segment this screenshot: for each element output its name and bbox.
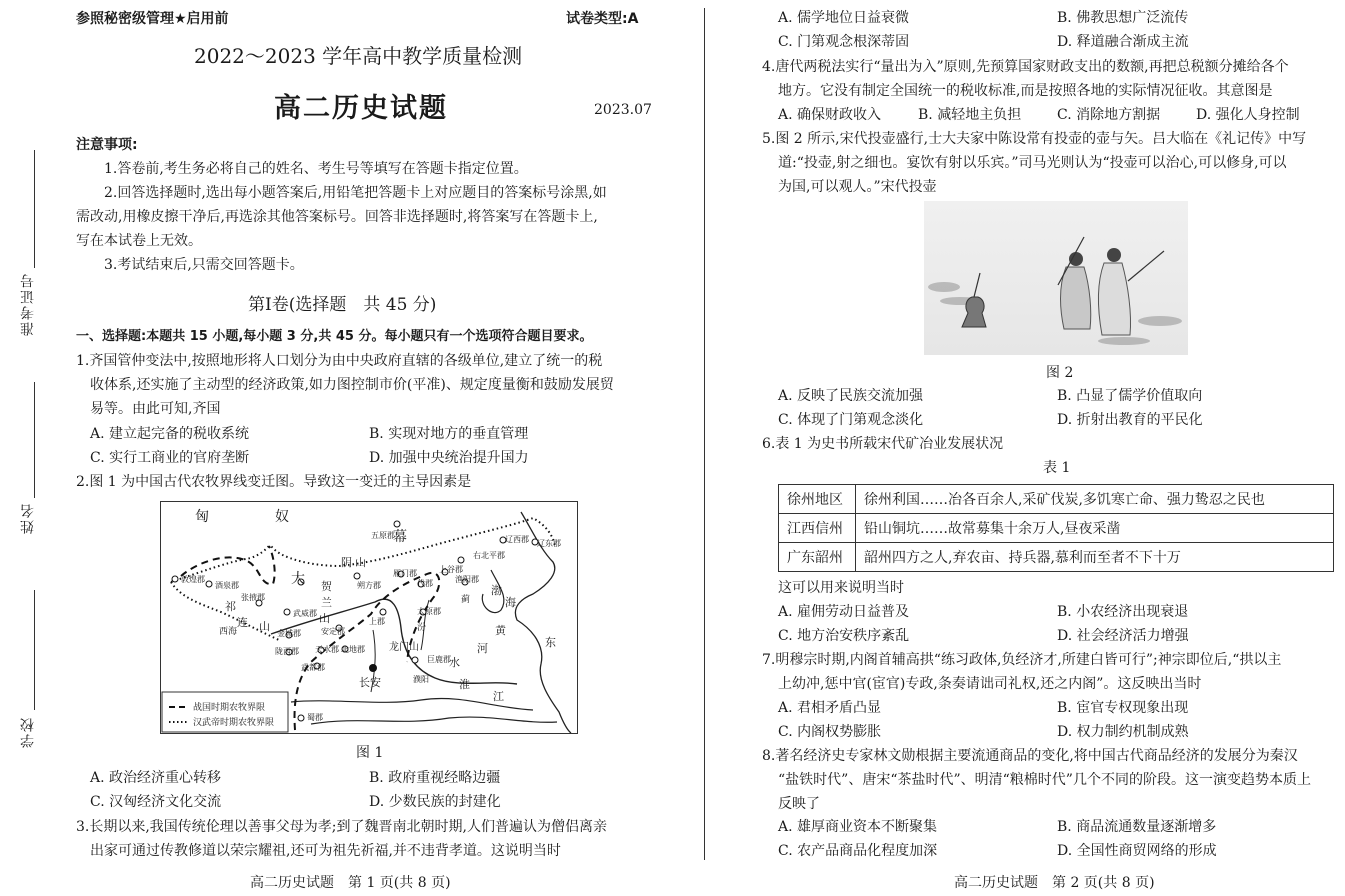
q3-line2: 出家可通过传教修道以荣宗耀祖,还可为祖先祈福,并不违背孝道。这说明当时 — [90, 843, 561, 859]
map-label: 武都郡 — [301, 663, 325, 672]
map-label: 连 — [237, 616, 248, 629]
map-label: 酒泉郡 — [215, 581, 239, 590]
q5-option-c[interactable]: C. 体现了门第观念淡化 — [778, 412, 924, 428]
map-label: 张掖郡 — [241, 593, 265, 602]
q8-option-d[interactable]: D. 全国性商贸网络的形成 — [1057, 843, 1217, 859]
figure-1-caption: 图 1 — [356, 745, 384, 761]
q5-line2: 道:“投壶,射之细也。宴饮有射以乐宾。”司马光则认为“投壶可以治心,可以修身,可以 — [778, 155, 1287, 171]
map-label: 五原郡 — [371, 531, 395, 540]
q6-option-c[interactable]: C. 地方治安秩序紊乱 — [778, 628, 910, 644]
map-label: 右北平郡 — [473, 551, 505, 560]
map-label: 幕 — [393, 529, 407, 545]
note-2a: 2.回答选择题时,选出每小题答案后,用铅笔把答题卡上对应题目的答案标号涂黑,如 — [104, 185, 607, 201]
section-title: 第Ⅰ卷(选择题 共 45 分) — [248, 295, 437, 315]
map-label: 蓟 — [461, 595, 471, 605]
section-instruction: 一、选择题:本题共 15 小题,每小题 3 分,共 45 分。每小题只有一个选项符合题目要求。 — [76, 329, 593, 344]
q7-line1: 7.明穆宗时期,内阁首辅高拱“练习政体,负经济才,所建白皆可行”;神宗即位后,“拱以主 — [762, 652, 1282, 668]
table-row — [779, 485, 1334, 514]
legend-han-wudi: 汉武帝时期农牧界限 — [193, 718, 275, 728]
map-label: 汾 — [417, 623, 427, 633]
q3-option-b[interactable]: B. 佛教思想广泛流传 — [1057, 10, 1189, 26]
q4-line1: 4.唐代两税法实行“量出为入”原则,先预算国家财政支出的数额,再把总税额分摊给各个 — [762, 59, 1289, 75]
table-cell-region: 江西信州 — [779, 514, 856, 543]
map-label: 北地郡 — [341, 645, 365, 654]
binding-line — [34, 382, 35, 498]
map-label: 匈 — [195, 509, 209, 525]
q8-option-c[interactable]: C. 农产品商品化程度加深 — [778, 843, 938, 859]
map-label: 金城郡 — [277, 629, 301, 638]
map-label: 巨鹿郡 — [427, 655, 451, 664]
map-label: 东 — [545, 636, 556, 649]
map-label: 陇西郡 — [275, 647, 299, 656]
q2-option-b[interactable]: B. 政府重视经略边疆 — [369, 770, 501, 786]
q6-option-b[interactable]: B. 小农经济出现衰退 — [1057, 604, 1189, 620]
q8-option-b[interactable]: B. 商品流通数量逐渐增多 — [1057, 819, 1217, 835]
q6-line1: 6.表 1 为史书所载宋代矿冶业发展状况 — [762, 436, 1004, 452]
map-label: 祁 — [225, 600, 236, 613]
q5-option-d[interactable]: D. 折射出教育的平民化 — [1057, 412, 1203, 428]
map-label: 濮阳 — [413, 675, 429, 684]
q1-line2: 收体系,还实施了主动型的经济政策,如力图控制市价(平准)、规定度量衡和鼓励发展贸 — [90, 377, 614, 393]
q8-option-a[interactable]: A. 雄厚商业资本不断聚集 — [778, 819, 938, 835]
q2-option-c[interactable]: C. 汉匈经济文化交流 — [90, 794, 222, 810]
map-label: 兰 — [321, 596, 332, 609]
q1-line1: 1.齐国管仲变法中,按照地形将人口划分为由中央政府直辖的各级单位,建立了统一的税 — [76, 353, 603, 369]
q1-option-c[interactable]: C. 实行工商业的官府垄断 — [90, 450, 250, 466]
school-label: 学校 — [20, 716, 36, 748]
touhu-painting — [924, 201, 1188, 355]
q2-option-a[interactable]: A. 政治经济重心转移 — [90, 770, 222, 786]
q4-option-c[interactable]: C. 消除地方割据 — [1057, 107, 1161, 123]
q7-option-b[interactable]: B. 宦官专权现象出现 — [1057, 700, 1189, 716]
q7-option-c[interactable]: C. 内阁权势膨胀 — [778, 724, 882, 740]
map-label: 龙门山 — [389, 642, 419, 653]
table-1-title: 表 1 — [1043, 460, 1071, 476]
table-1 — [778, 484, 1334, 572]
table-cell-region: 广东韶州 — [779, 543, 856, 572]
map-label: 朔方郡 — [357, 581, 381, 590]
q5-option-b[interactable]: B. 凸显了儒学价值取向 — [1057, 388, 1203, 404]
map-label: 山 — [355, 556, 366, 569]
exam-no-label: 准考证号 — [20, 272, 36, 336]
map-label: 奴 — [275, 509, 289, 525]
map-label: 上谷郡 — [439, 565, 463, 574]
q7-option-d[interactable]: D. 权力制约机制成熟 — [1057, 724, 1189, 740]
map-label: 武威郡 — [293, 609, 317, 618]
figure-1-map — [160, 501, 578, 734]
binding-line — [34, 590, 35, 710]
map-label: 西海 — [219, 627, 238, 637]
note-3: 3.考试结束后,只需交回答题卡。 — [104, 257, 304, 273]
legend-warring-states: 战国时期农牧界限 — [193, 703, 266, 713]
table-cell-text: 徐州利国……冶各百余人,采矿伐炭,多饥寒亡命、强力鸷忍之民也 — [856, 485, 1334, 514]
map-label: 江 — [493, 690, 504, 703]
map-label: 天水郡 — [315, 645, 339, 654]
binding-line — [34, 150, 35, 268]
q1-option-b[interactable]: B. 实现对地方的垂直管理 — [369, 426, 529, 442]
q5-line3: 为国,可以观人。”宋代投壶 — [778, 179, 937, 195]
map-label: 大 — [291, 571, 305, 587]
map-label: 蜀郡 — [307, 713, 323, 722]
q3-option-c[interactable]: C. 门第观念根深蒂固 — [778, 34, 910, 50]
map-label: 河 — [477, 642, 488, 655]
q4-line2: 地方。它没有制定全国统一的税收标准,而是按照各地的实际情况征收。其意图是 — [778, 83, 1273, 99]
q4-option-a[interactable]: A. 确保财政收入 — [778, 107, 882, 123]
map-label: 辽西郡 — [505, 535, 529, 544]
q1-option-d[interactable]: D. 加强中央统治提升国力 — [369, 450, 529, 466]
name-label: 姓名 — [20, 502, 36, 534]
q6-option-d[interactable]: D. 社会经济活力增强 — [1057, 628, 1189, 644]
table-cell-region: 徐州地区 — [779, 485, 856, 514]
q5-line1: 5.图 2 所示,宋代投壶盛行,士大夫家中陈设常有投壶的壶与矢。吕大临在《礼记传》中写 — [762, 131, 1307, 147]
q5-option-a[interactable]: A. 反映了民族交流加强 — [778, 388, 924, 404]
q4-option-d[interactable]: D. 强化人身控制 — [1196, 107, 1300, 123]
footer-page-1: 高二历史试题 第 1 页(共 8 页) — [250, 875, 451, 891]
q8-line2: “盐铁时代”、唐宋“茶盐时代”、明清“粮棉时代”几个不同的阶段。这一演变趋势本质上 — [778, 772, 1311, 788]
q2-line1: 2.图 1 为中国古代农牧界线变迁图。导致这一变迁的主导因素是 — [76, 474, 472, 490]
note-2c: 写在本试卷上无效。 — [76, 233, 202, 249]
note-2b: 需改动,用橡皮擦干净后,再选涂其他答案标号。回答非选择题时,将答案写在答题卡上, — [76, 209, 598, 225]
page-title: 高二历史试题 — [274, 93, 448, 124]
map-label: 代郡 — [417, 579, 433, 588]
footer-page-2: 高二历史试题 第 2 页(共 8 页) — [954, 875, 1155, 891]
q8-line3: 反映了 — [778, 796, 820, 812]
q3-option-a[interactable]: A. 儒学地位日益衰微 — [778, 10, 910, 26]
map-label: 上郡 — [369, 617, 385, 626]
map-label: 太原郡 — [417, 607, 441, 616]
q7-option-a[interactable]: A. 君相矛盾凸显 — [778, 700, 882, 716]
map-label: 山 — [319, 612, 330, 625]
map-label: 阴 — [341, 556, 352, 569]
map-label: 淮 — [459, 678, 470, 691]
map-label: 辽东郡 — [537, 539, 561, 548]
map-label: 敦煌郡 — [181, 575, 205, 584]
secrecy-label: 参照秘密级管理★启用前 — [76, 11, 229, 27]
q8-line1: 8.著名经济史专家林文勋根据主要流通商品的变化,将中国古代商品经济的发展分为秦汉 — [762, 748, 1298, 764]
exam-date: 2023.07 — [594, 102, 652, 118]
map-label: 水 — [449, 656, 460, 669]
q2-option-d[interactable]: D. 少数民族的封建化 — [369, 794, 501, 810]
figure-2-image — [924, 201, 1188, 355]
exam-name: 2022～2023 学年高中教学质量检测 — [194, 44, 523, 68]
table-cell-text: 韶州四方之人,弃农亩、持兵器,慕利而至者不下十万 — [856, 543, 1334, 572]
page-divider — [704, 8, 705, 860]
q1-option-a[interactable]: A. 建立起完备的税收系统 — [90, 426, 250, 442]
q3-line1: 3.长期以来,我国传统伦理以善事父母为孝;到了魏晋南北朝时期,人们普遍认为僧侣离亲 — [76, 819, 607, 835]
q7-line2: 上幼冲,惩中官(宦官)专政,条奏请诎司礼权,还之内阁”。这反映出当时 — [778, 676, 1202, 692]
map-label: 山 — [259, 620, 270, 633]
q6-option-a[interactable]: A. 雇佣劳动日益普及 — [778, 604, 910, 620]
figure-2-caption: 图 2 — [1046, 365, 1074, 381]
notes-heading: 注意事项: — [76, 137, 138, 153]
map-label: 贺 — [321, 580, 332, 593]
table-row — [779, 543, 1334, 572]
note-1: 1.答卷前,考生务必将自己的姓名、考生号等填写在答题卡指定位置。 — [104, 161, 528, 177]
map-label: 渔阳郡 — [455, 575, 479, 584]
table-row — [779, 514, 1334, 543]
map-label: 长安 — [359, 676, 381, 689]
q4-option-b[interactable]: B. 减轻地主负担 — [918, 107, 1022, 123]
paper-type: 试卷类型:A — [566, 11, 639, 27]
map-label: 安定郡 — [321, 627, 345, 636]
map-label: 雁门郡 — [393, 569, 417, 578]
q6-line2: 这可以用来说明当时 — [778, 580, 904, 596]
table-cell-text: 铅山铜坑……故常募集十余万人,昼夜采凿 — [856, 514, 1334, 543]
q3-option-d[interactable]: D. 释道融合渐成主流 — [1057, 34, 1189, 50]
map-label: 海 — [505, 596, 516, 609]
map-label: 黄 — [495, 624, 506, 637]
q1-line3: 易等。由此可知,齐国 — [90, 401, 221, 417]
map-label: 渤 — [491, 584, 502, 597]
